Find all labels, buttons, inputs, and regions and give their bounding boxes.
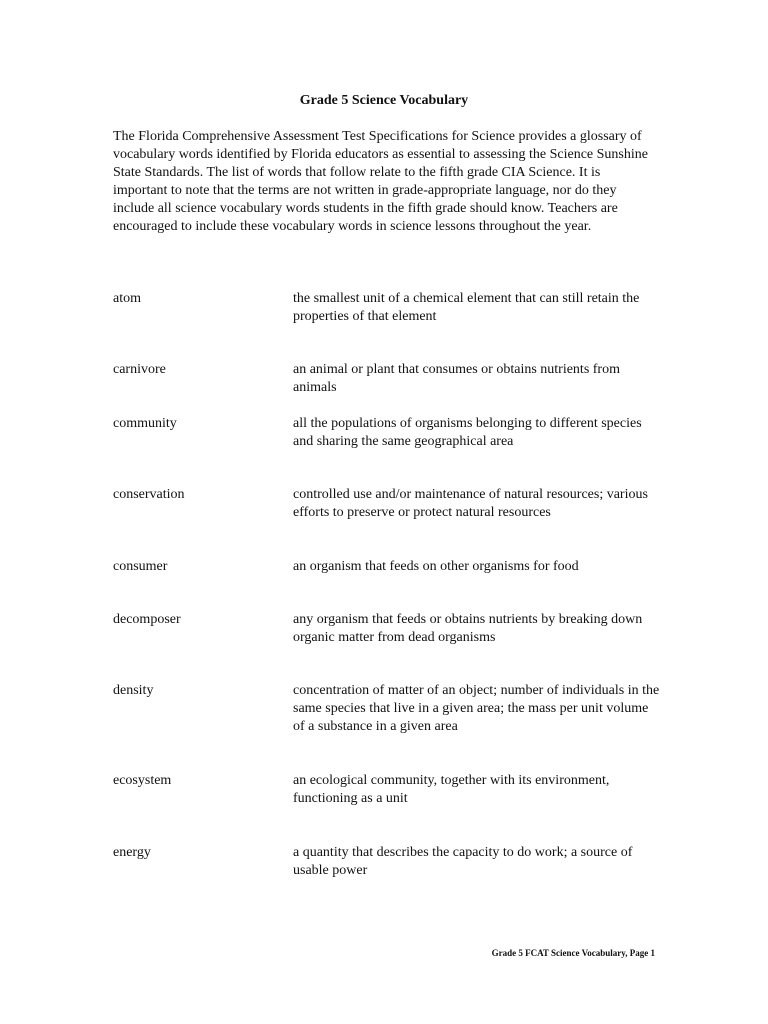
vocab-term: density xyxy=(113,683,154,698)
intro-paragraph: The Florida Comprehensive Assessment Test Specifications for Science provides a glossary of vocabulary words identified by Florida educators as essential to assessing the Science Sunshine State Standards. The list of words that follow relate to the fifth grade CIA Science. It is important to note that the terms are not written in grade-appropriate language, nor do they include all science vocabulary words students in the fifth grade should know. Teachers are encouraged to include these vocabulary words in science lessons throughout the year. xyxy=(113,129,648,234)
vocab-definition: an ecological community, together with its environment, functioning as a unit xyxy=(293,773,610,806)
vocab-definition: concentration of matter of an object; number of individuals in the same species that live in a given area; the mass per unit volume of a substance in a given area xyxy=(293,683,660,734)
vocab-term: conservation xyxy=(113,487,185,502)
vocab-term: ecosystem xyxy=(113,773,172,788)
page-title: Grade 5 Science Vocabulary xyxy=(299,93,469,108)
vocab-definition: all the populations of organisms belonging to different species and sharing the same geographical area xyxy=(293,416,642,449)
vocab-definition: the smallest unit of a chemical element that can still retain the properties of that element xyxy=(293,291,640,324)
vocab-term: community xyxy=(113,416,177,431)
vocab-definition: any organism that feeds or obtains nutrients by breaking down organic matter from dead organisms xyxy=(293,612,643,645)
vocab-definition: an animal or plant that consumes or obtains nutrients from animals xyxy=(293,362,620,395)
vocab-term: consumer xyxy=(113,559,168,574)
vocab-term: atom xyxy=(113,291,141,306)
vocab-term: decomposer xyxy=(113,612,181,627)
page-footer: Grade 5 FCAT Science Vocabulary, Page 1 xyxy=(491,948,655,958)
vocab-definition: an organism that feeds on other organisms for food xyxy=(293,559,579,574)
vocab-definition: a quantity that describes the capacity to do work; a source of usable power xyxy=(293,845,633,878)
vocab-definition: controlled use and/or maintenance of natural resources; various efforts to preserve or protect natural resources xyxy=(293,487,648,520)
vocab-term: energy xyxy=(113,845,151,860)
vocab-term: carnivore xyxy=(113,362,166,377)
